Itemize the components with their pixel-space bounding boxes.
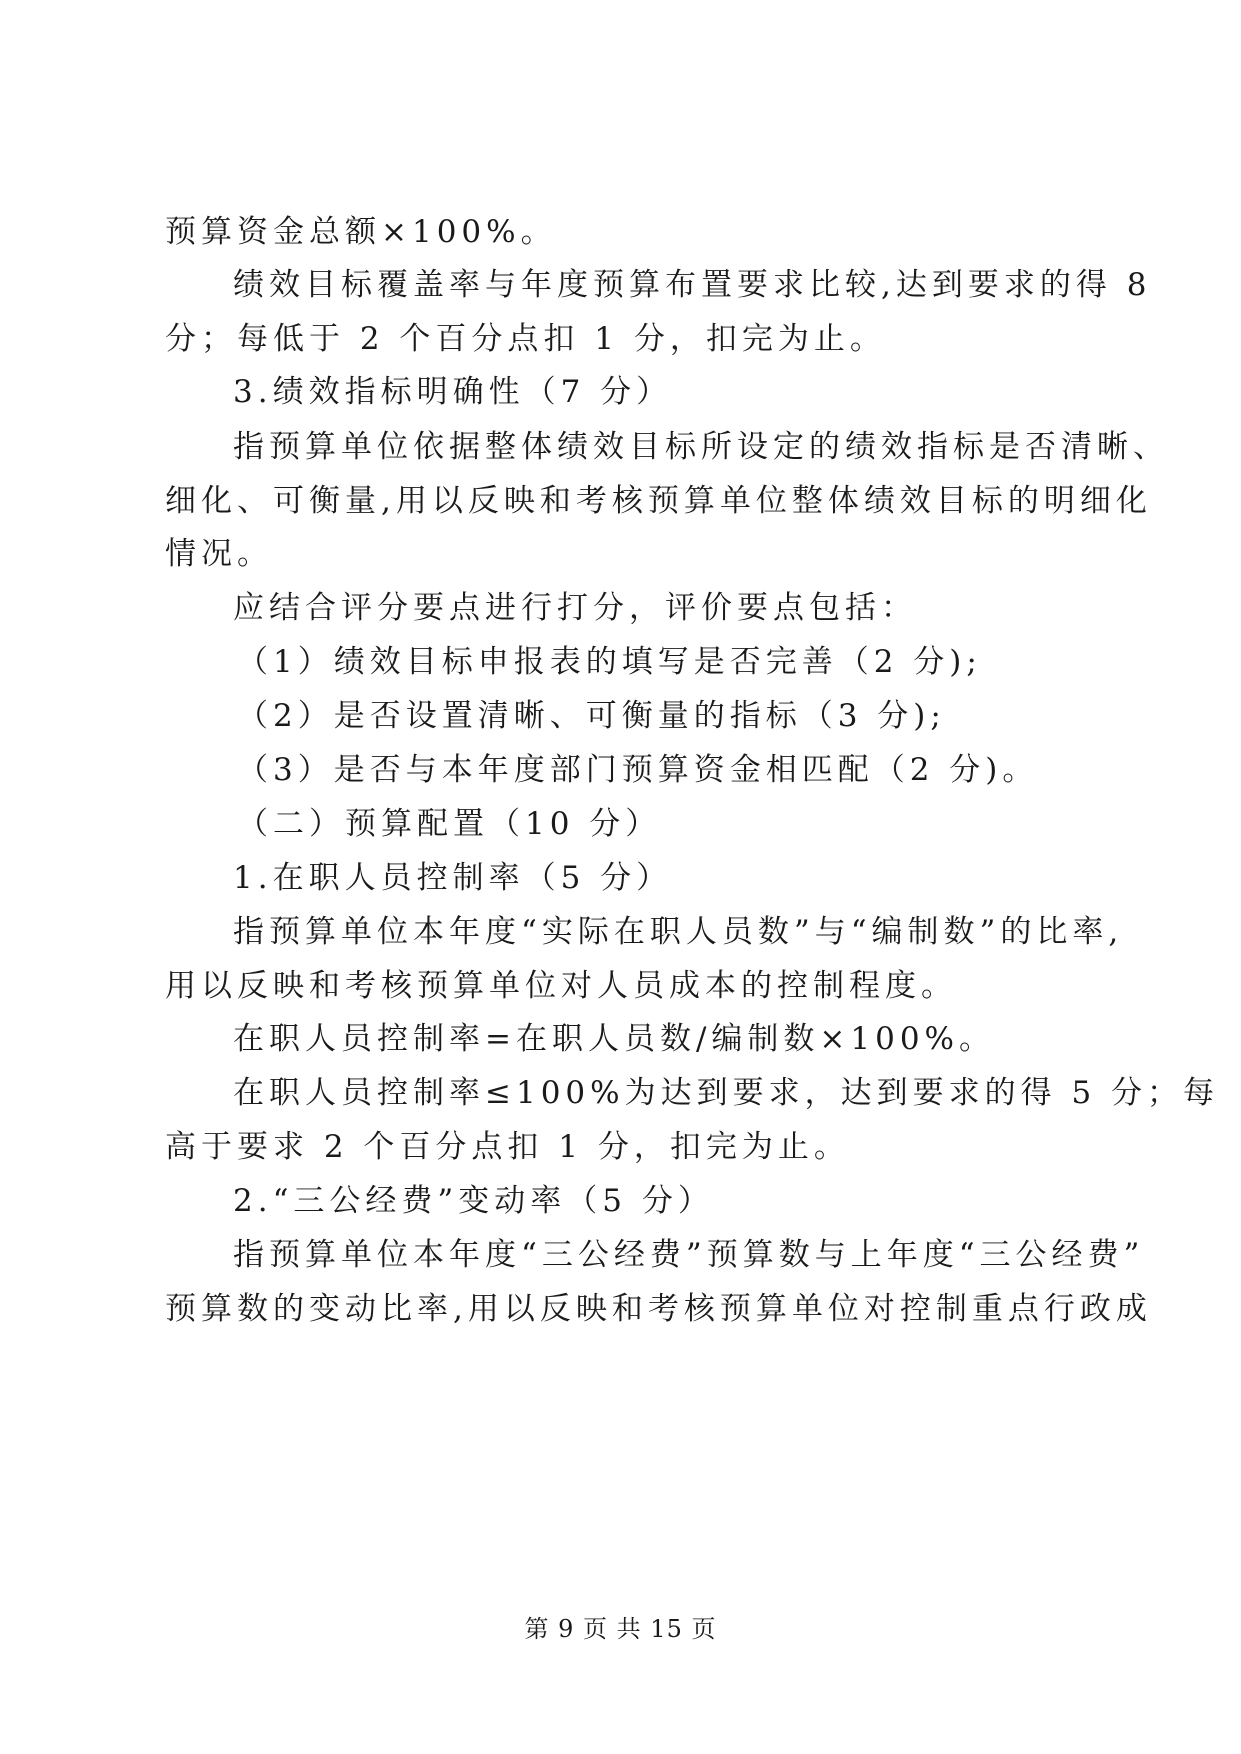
section-heading: （二）预算配置（10 分） [237, 806, 662, 842]
text-line: 指预算单位依据整体绩效目标所设定的绩效指标是否清晰、 [233, 429, 1169, 465]
text-line: 指预算单位本年度“实际在职人员数”与“编制数”的比率, [233, 914, 1124, 950]
text-line: 用以反映和考核预算单位对人员成本的控制程度。 [165, 968, 957, 1004]
text-line: 分；每低于 2 个百分点扣 1 分，扣完为止。 [165, 321, 886, 357]
text-line: 指预算单位本年度“三公经费”预算数与上年度“三公经费” [233, 1237, 1145, 1273]
text-line: 在职人员控制率=在职人员数/编制数×100%。 [233, 1021, 996, 1057]
text-line: 绩效目标覆盖率与年度预算布置要求比较,达到要求的得 8 [233, 267, 1152, 303]
text-line: 应结合评分要点进行打分，评价要点包括： [233, 590, 917, 626]
text-line: 在职人员控制率≤100%为达到要求，达到要求的得 5 分；每 [233, 1075, 1220, 1111]
text-line: 预算数的变动比率,用以反映和考核预算单位对控制重点行政成 [165, 1291, 1152, 1327]
text-line: 预算资金总额×100%。 [165, 214, 557, 250]
list-item: （1）绩效目标申报表的填写是否完善（2 分); [237, 644, 982, 680]
section-heading: 2.“三公经费”变动率（5 分） [233, 1183, 714, 1219]
text-line: 细化、可衡量,用以反映和考核预算单位整体绩效目标的明细化 [165, 483, 1152, 519]
list-item: （3）是否与本年度部门预算资金相匹配（2 分)。 [237, 752, 1039, 788]
list-item: （2）是否设置清晰、可衡量的指标（3 分); [237, 698, 946, 734]
text-line: 情况。 [165, 536, 273, 572]
text-line: 高于要求 2 个百分点扣 1 分，扣完为止。 [165, 1129, 850, 1165]
section-heading: 1.在职人员控制率（5 分） [233, 860, 673, 896]
section-heading: 3.绩效指标明确性（7 分） [233, 374, 673, 410]
page-number-footer: 第 9 页 共 15 页 [524, 1615, 717, 1643]
